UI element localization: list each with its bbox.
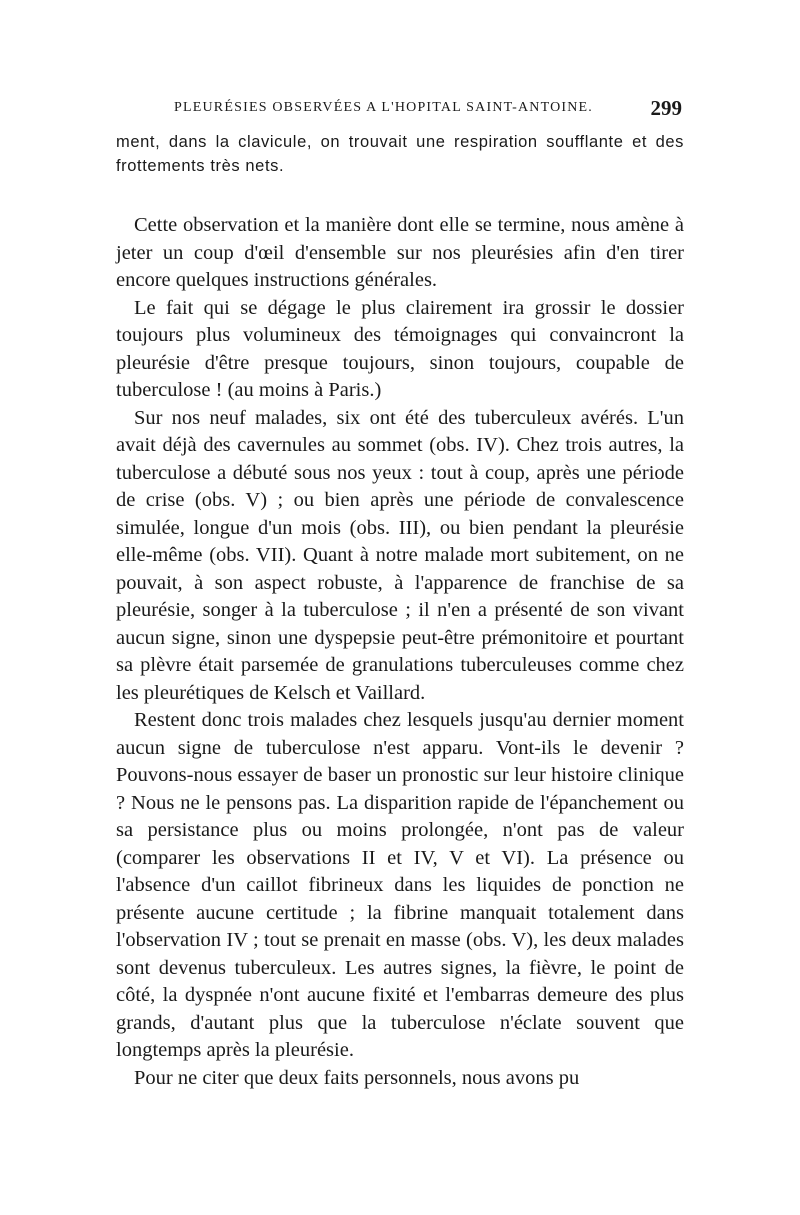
paragraph: Le fait qui se dégage le plus clairement ira grossir le dossier toujours plus volumineux des témoignages qui convaincront la pleurésie d'être presque toujours, sinon toujours, coupable de tuberculose ! (au moins à Paris.) [116,296,684,401]
main-text [116,212,684,1092]
paragraph: Sur nos neuf malades, six ont été des tuberculeux avérés. L'un avait déjà des cavernules au sommet (obs. IV). Chez trois autres, la tuberculose a débuté sous nos yeux : tout à coup, après une période de crise (obs. V) ; ou bien après une période de convalescence simulée, longue d'un mois (obs. III), ou bien pendant la pleurésie elle-même (obs. VII). Quant à notre malade mort subitement, on ne pouvait, à son aspect robuste, à l'apparence de franchise de sa pleurésie, songer à la tuberculose ; il n'en a présenté de son vivant aucun signe, sinon une dyspepsie peut-être prémonitoire et pourtant sa plèvre était parsemée de granulations tuberculeuses comme chez les pleurétiques de Kelsch et Vaillard. [116,406,684,704]
paragraph: Cette observation et la manière dont elle se termine, nous amène à jeter un coup d'œil d'ensemble sur nos pleurésies afin d'en tirer encore quelques instructions générales. [116,214,684,291]
paragraph: Restent donc trois malades chez lesquels jusqu'au dernier moment aucun signe de tuberculose n'est apparu. Vont-ils le devenir ? Pouvons-nous essayer de baser un pronostic sur leur histoire clinique ? Nous ne le pensons pas. La disparition rapide de l'épanchement ou sa persistance plus ou moins prolongée, n'ont pas de valeur (comparer les observations II et IV, V et VI). La présence ou l'absence d'un caillot fibrineux dans les liquides de ponction ne présente aucune certitude ; la fibrine manquait totalement dans l'observation IV ; tout se prenait en masse (obs. V), les deux malades sont devenus tuberculeux. Les autres signes, la fièvre, le point de côté, la dyspnée n'ont aucune fixité et l'embarras demeure des plus grands, d'autant plus que la tuberculose n'éclate souvent que longtemps après la pleurésie. [116,709,684,1061]
running-header [118,96,686,124]
page-number: 299 [650,96,682,120]
running-title: PLEURÉSIES OBSERVÉES A L'HOPITAL SAINT-ANTOINE. [174,100,594,115]
continuation-text: ment, dans la clavicule, on trouvait une respiration soufflante et des frottements très nets. [116,133,684,175]
paragraph: Pour ne citer que deux faits personnels, nous avons pu [134,1066,580,1089]
